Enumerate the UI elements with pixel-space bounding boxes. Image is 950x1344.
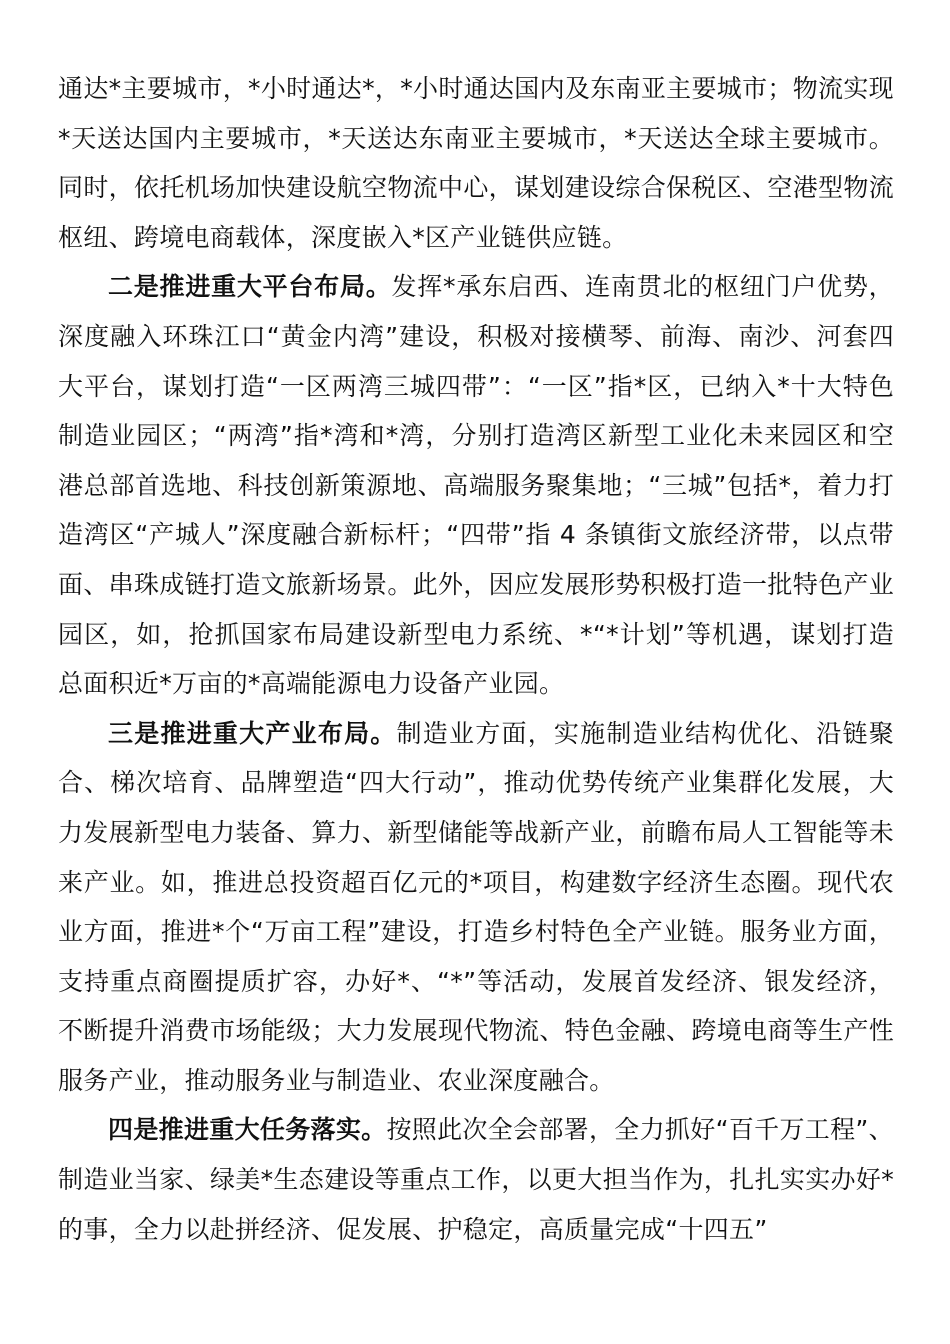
paragraph-3 [58,709,894,1106]
paragraph-3-heading: 三是推进重大产业布局。 [108,718,397,748]
paragraph-2 [58,262,894,708]
paragraph-4 [58,1105,894,1254]
paragraph-1-text: 通达*主要城市，*小时通达*，*小时通达国内及东南亚主要城市；物流实现*天送达国内主要城市，*天送达东南亚主要城市，*天送达全球主要城市。同时，依托机场加快建设航空物流中心，谋划建设综合保税区、空港型物流枢纽、跨境电商载体，深度嵌入*区产业链供应链。 [58,74,894,252]
paragraph-3-text: 制造业方面，实施制造业结构优化、沿链聚合、梯次培育、品牌塑造“四大行动”，推动优势传统产业集群化发展，大力发展新型电力装备、算力、新型储能等战新产业，前瞻布局人工智能等未来产业。如，推进总投资超百亿元的*项目，构建数字经济生态圈。现代农业方面，推进*个“万亩工程”建设，打造乡村特色全产业链。服务业方面，支持重点商圈提质扩容，办好*、“*”等活动，发展首发经济、银发经济，不断提升消费市场能级；大力发展现代物流、特色金融、跨境电商等生产性服务产业，推动服务业与制造业、农业深度融合。 [58,718,894,1095]
paragraph-2-heading: 二是推进重大平台布局。 [108,272,392,302]
body-text [58,64,894,1254]
paragraph-4-heading: 四是推进重大任务落实。 [108,1115,387,1145]
paragraph-1 [58,64,894,262]
paragraph-2-text: 发挥*承东启西、连南贯北的枢纽门户优势，深度融入环珠江口“黄金内湾”建设，积极对接横琴、前海、南沙、河套四大平台，谋划打造“一区两湾三城四带”：“一区”指*区，已纳入*十大特色制造业园区；“两湾”指*湾和*湾，分别打造湾区新型工业化未来园区和空港总部首选地、科技创新策源地、高端服务聚集地；“三城”包括*，着力打造湾区“产城人”深度融合新标杆；“四带”指 4 条镇街文旅经济带，以点带面、串珠成链打造文旅新场景。此外，因应发展形势积极打造一批特色产业园区，如，抢抓国家布局建设新型电力系统、*“*计划”等机遇，谋划打造总面积近*万亩的*高端能源电力设备产业园。 [58,272,894,699]
paragraph-4-text: 按照此次全会部署，全力抓好“百千万工程”、制造业当家、绿美*生态建设等重点工作，以更大担当作为，扎扎实实办好*的事，全力以赴拼经济、促发展、护稳定，高质量完成“十四五” [58,1115,894,1244]
